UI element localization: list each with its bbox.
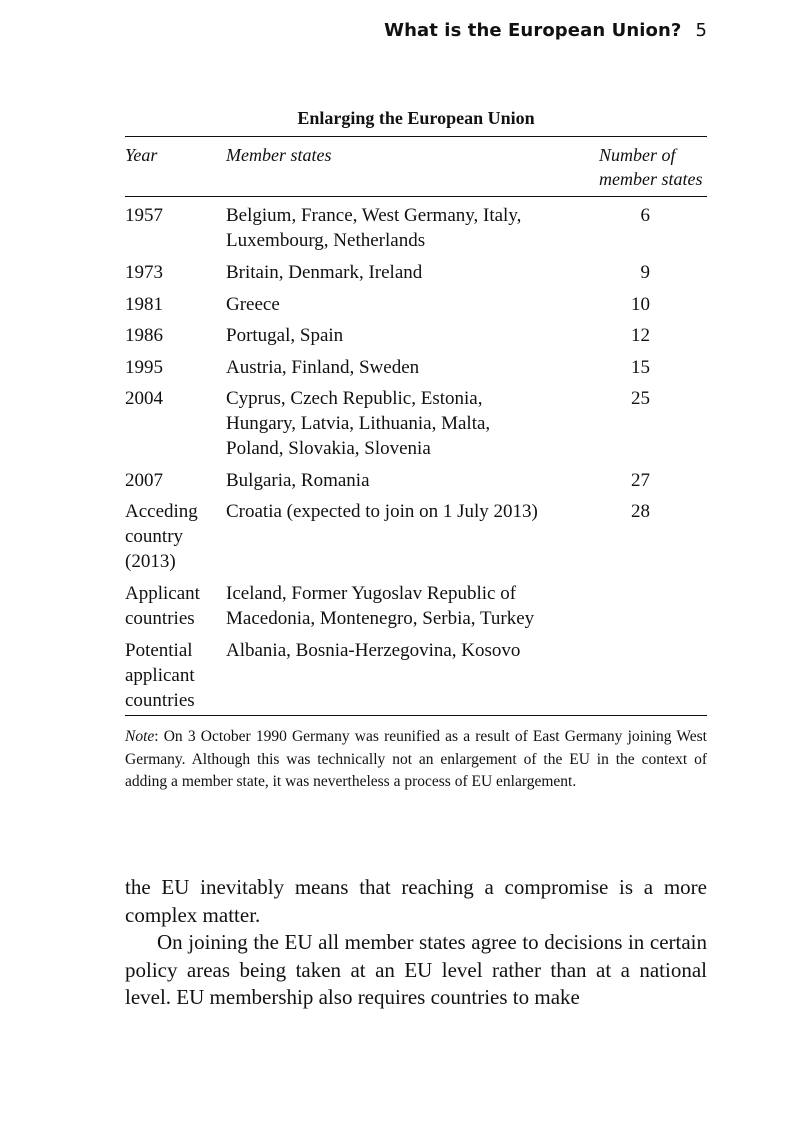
cell-year (125, 468, 220, 493)
cell-member-states (226, 581, 586, 631)
cell-year-line: 1986 (125, 325, 163, 346)
header-number-line1: Number of (599, 145, 676, 165)
cell-year-line: 1973 (125, 262, 163, 283)
cell-year-line: Acceding (125, 501, 198, 522)
cell-year-line: 2004 (125, 388, 163, 409)
cell-year-line: 2007 (125, 470, 163, 491)
cell-year-line: countries (125, 608, 195, 629)
cell-member-states (226, 468, 586, 493)
cell-number: 6 (640, 205, 650, 226)
cell-number: 10 (631, 294, 650, 315)
cell-number: 27 (631, 470, 650, 491)
body-paragraph-1: the EU inevitably means that reaching a compromise is a more complex matter. (125, 875, 707, 927)
cell-member-states (226, 323, 586, 348)
cell-year (125, 499, 220, 574)
cell-year-line: countries (125, 690, 195, 711)
table-header-rule (125, 196, 707, 197)
cell-year (125, 355, 220, 380)
cell-number: 9 (640, 262, 650, 283)
cell-member-states (226, 203, 586, 253)
body-paragraph-2: On joining the EU all member states agree to decisions in certain policy areas being taken at an EU level rather than at a national level. EU membership also requires countries to make (125, 930, 707, 1009)
cell-member-states (226, 499, 586, 524)
cell-year (125, 203, 220, 228)
cell-year-line: Potential (125, 640, 193, 661)
cell-year-line: 1957 (125, 205, 163, 226)
cell-member-states (226, 260, 586, 285)
table-top-rule (125, 136, 707, 137)
cell-year (125, 292, 220, 317)
header-year: Year (125, 145, 158, 165)
note-text: : On 3 October 1990 Germany was reunified as a result of East Germany joining West Germany. Although this was technically not an enlargement of the EU in the context of adding a member state, it was nevertheless a process of EU enlargement. (125, 728, 707, 790)
cell-year-line: 1995 (125, 357, 163, 378)
cell-number: 28 (631, 501, 650, 522)
cell-member-states-line: Cyprus, Czech Republic, Estonia, (226, 388, 483, 409)
cell-member-states-line: Portugal, Spain (226, 325, 344, 346)
cell-member-states-line: Britain, Denmark, Ireland (226, 262, 423, 283)
cell-member-states (226, 355, 586, 380)
running-head (384, 20, 707, 41)
cell-year (125, 260, 220, 285)
running-head-title: What is the European Union? (384, 20, 682, 41)
note-label: Note (125, 728, 155, 745)
cell-year-line: (2013) (125, 551, 176, 572)
cell-year (125, 581, 220, 631)
cell-member-states-line: Macedonia, Montenegro, Serbia, Turkey (226, 608, 535, 629)
cell-member-states (226, 386, 586, 461)
cell-year-line: Applicant (125, 583, 200, 604)
body-text (125, 874, 707, 1012)
header-number-line2: member states (599, 169, 703, 189)
cell-member-states-line: Albania, Bosnia-Herzegovina, Kosovo (226, 640, 521, 661)
cell-member-states (226, 292, 586, 317)
cell-member-states-line: Luxembourg, Netherlands (226, 230, 426, 251)
cell-year (125, 323, 220, 348)
header-member-states: Member states (226, 145, 332, 165)
cell-member-states-line: Croatia (expected to join on 1 July 2013) (226, 501, 538, 522)
cell-member-states-line: Belgium, France, West Germany, Italy, (226, 205, 522, 226)
table-note (125, 726, 707, 794)
cell-member-states-line: Iceland, Former Yugoslav Republic of (226, 583, 517, 604)
cell-number: 15 (631, 357, 650, 378)
table-bottom-rule (125, 715, 707, 716)
cell-member-states-line: Bulgaria, Romania (226, 470, 370, 491)
page-number: 5 (695, 20, 707, 41)
cell-year-line: applicant (125, 665, 195, 686)
cell-member-states-line: Poland, Slovakia, Slovenia (226, 438, 431, 459)
cell-year-line: 1981 (125, 294, 163, 315)
cell-member-states-line: Greece (226, 294, 280, 315)
cell-year (125, 638, 220, 713)
cell-year-line: country (125, 526, 184, 547)
table-title: Enlarging the European Union (297, 108, 535, 128)
cell-number: 25 (631, 388, 650, 409)
cell-member-states-line: Hungary, Latvia, Lithuania, Malta, (226, 413, 491, 434)
cell-number: 12 (631, 325, 650, 346)
cell-member-states (226, 638, 586, 663)
cell-member-states-line: Austria, Finland, Sweden (226, 357, 420, 378)
cell-year (125, 386, 220, 411)
